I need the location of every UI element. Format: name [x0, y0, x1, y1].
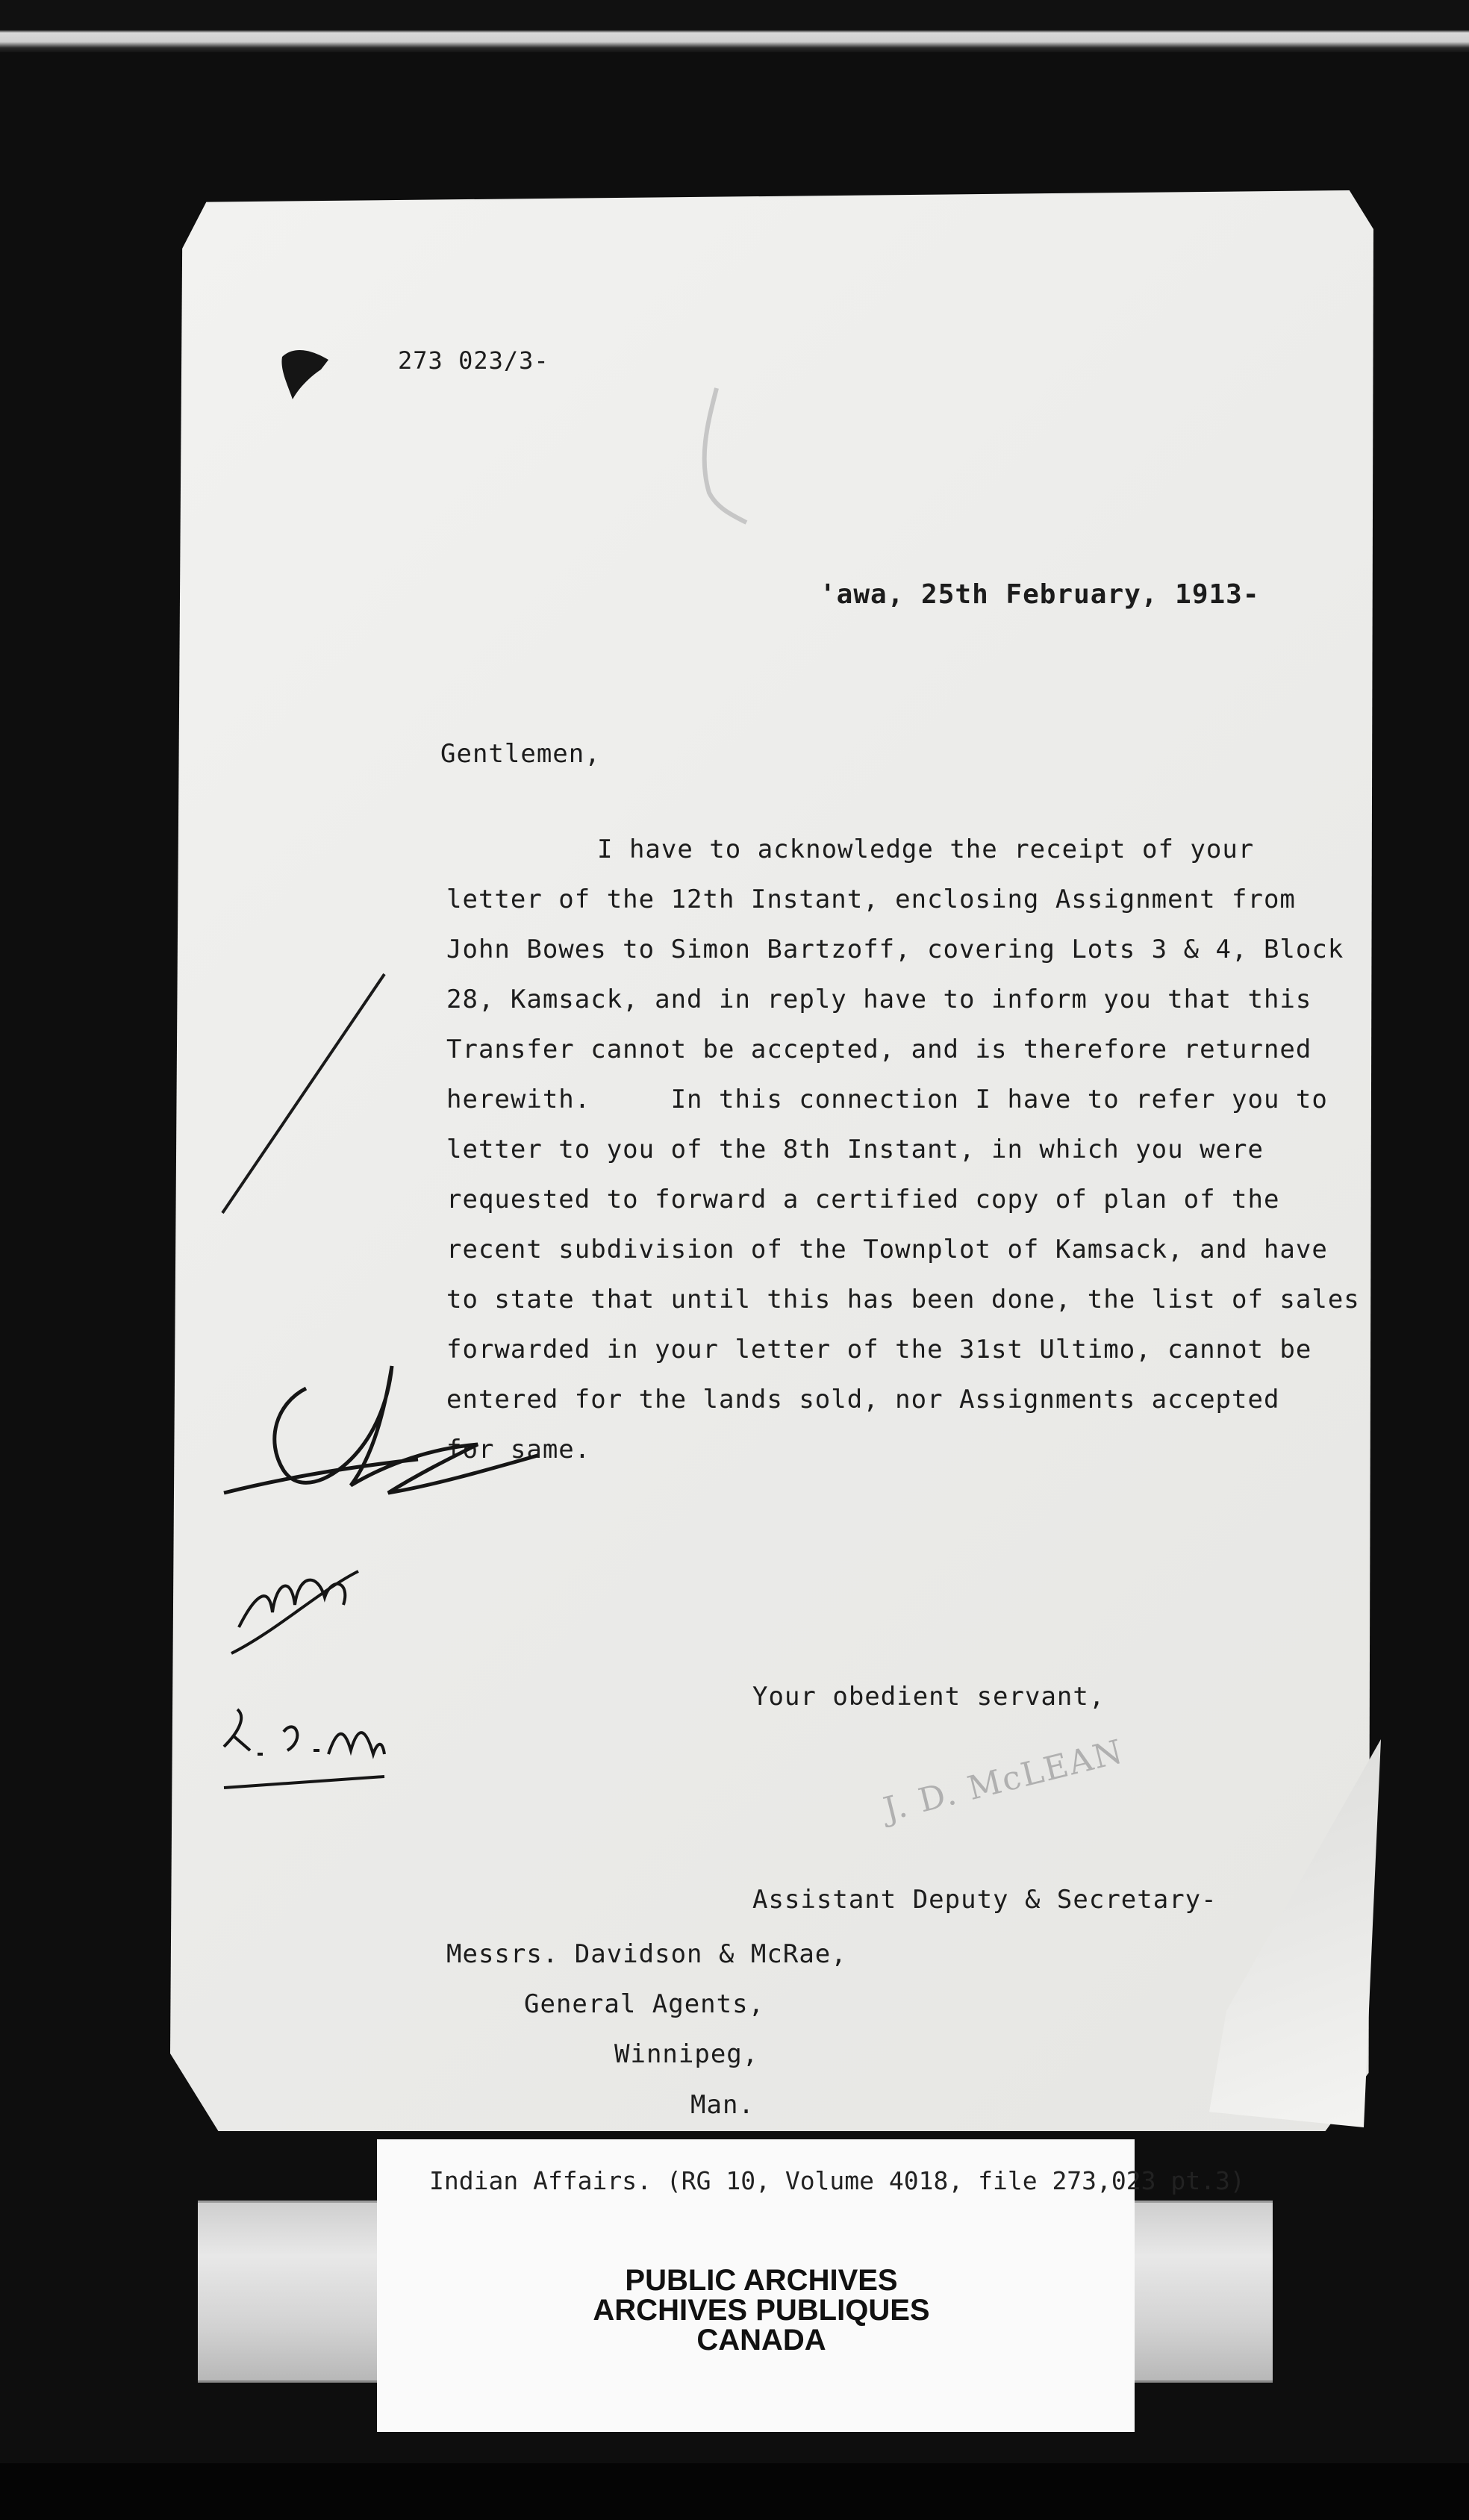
body-line-2: letter of the 12th Instant, enclosing Assignment from — [446, 885, 1296, 914]
body-line-13: for same. — [446, 1435, 591, 1465]
address-line-3: Winnipeg, — [614, 2039, 759, 2069]
initials-underline — [231, 1571, 358, 1653]
body-line-12: entered for the lands sold, nor Assignments accepted — [446, 1385, 1280, 1415]
archive-stamp-line-1: PUBLIC ARCHIVES — [625, 2264, 898, 2297]
body-line-3: John Bowes to Simon Bartzoff, covering Lots 3 & 4, Block — [446, 935, 1344, 964]
margin-slash — [222, 974, 384, 1213]
body-line-11: forwarded in your letter of the 31st Ultimo, cannot be — [446, 1335, 1312, 1365]
salutation: Gentlemen, — [440, 739, 601, 769]
archive-stamp — [523, 2265, 1000, 2355]
address-line-2: General Agents, — [524, 1989, 765, 2019]
archive-reference: Indian Affairs. (RG 10, Volume 4018, file 273,023 pt.3) — [429, 2166, 1245, 2195]
body-line-5: Transfer cannot be accepted, and is therefore returned — [446, 1035, 1312, 1064]
body-line-8: requested to forward a certified copy of plan of the — [446, 1185, 1280, 1214]
archive-stamp-line-2: ARCHIVES PUBLIQUES — [593, 2294, 930, 2327]
handwritten-mark — [224, 1709, 384, 1754]
archive-stamp-line-3: CANADA — [696, 2324, 826, 2357]
address-line-4: Man. — [690, 2090, 755, 2120]
film-border-bottom — [0, 2463, 1469, 2520]
body-line-4: 28, Kamsack, and in reply have to inform you that this — [446, 985, 1312, 1014]
dateline: 'awa, 25th February, 1913- — [820, 579, 1260, 610]
body-line-1: I have to acknowledge the receipt of your — [597, 835, 1255, 864]
file-number: 273 023/3- — [398, 346, 549, 375]
signature-title: Assistant Deputy & Secretary- — [752, 1885, 1217, 1915]
closing: Your obedient servant, — [752, 1682, 1105, 1712]
body-line-6: herewith. In this connection I have to refer you to — [446, 1085, 1328, 1114]
body-line-9: recent subdivision of the Townplot of Kamsack, and have — [446, 1235, 1328, 1264]
mark-underline — [224, 1777, 384, 1788]
faint-pencil-stroke — [705, 388, 746, 523]
body-line-10: to state that until this has been done, the list of sales — [446, 1285, 1360, 1314]
address-line-1: Messrs. Davidson & McRae, — [446, 1939, 847, 1969]
handwritten-signature-scribble — [224, 1366, 537, 1493]
ink-blot — [281, 350, 328, 399]
body-line-7: letter to you of the 8th Instant, in which you were — [446, 1135, 1264, 1164]
signature-stamp: J. D. McLEAN — [879, 1732, 1128, 1830]
